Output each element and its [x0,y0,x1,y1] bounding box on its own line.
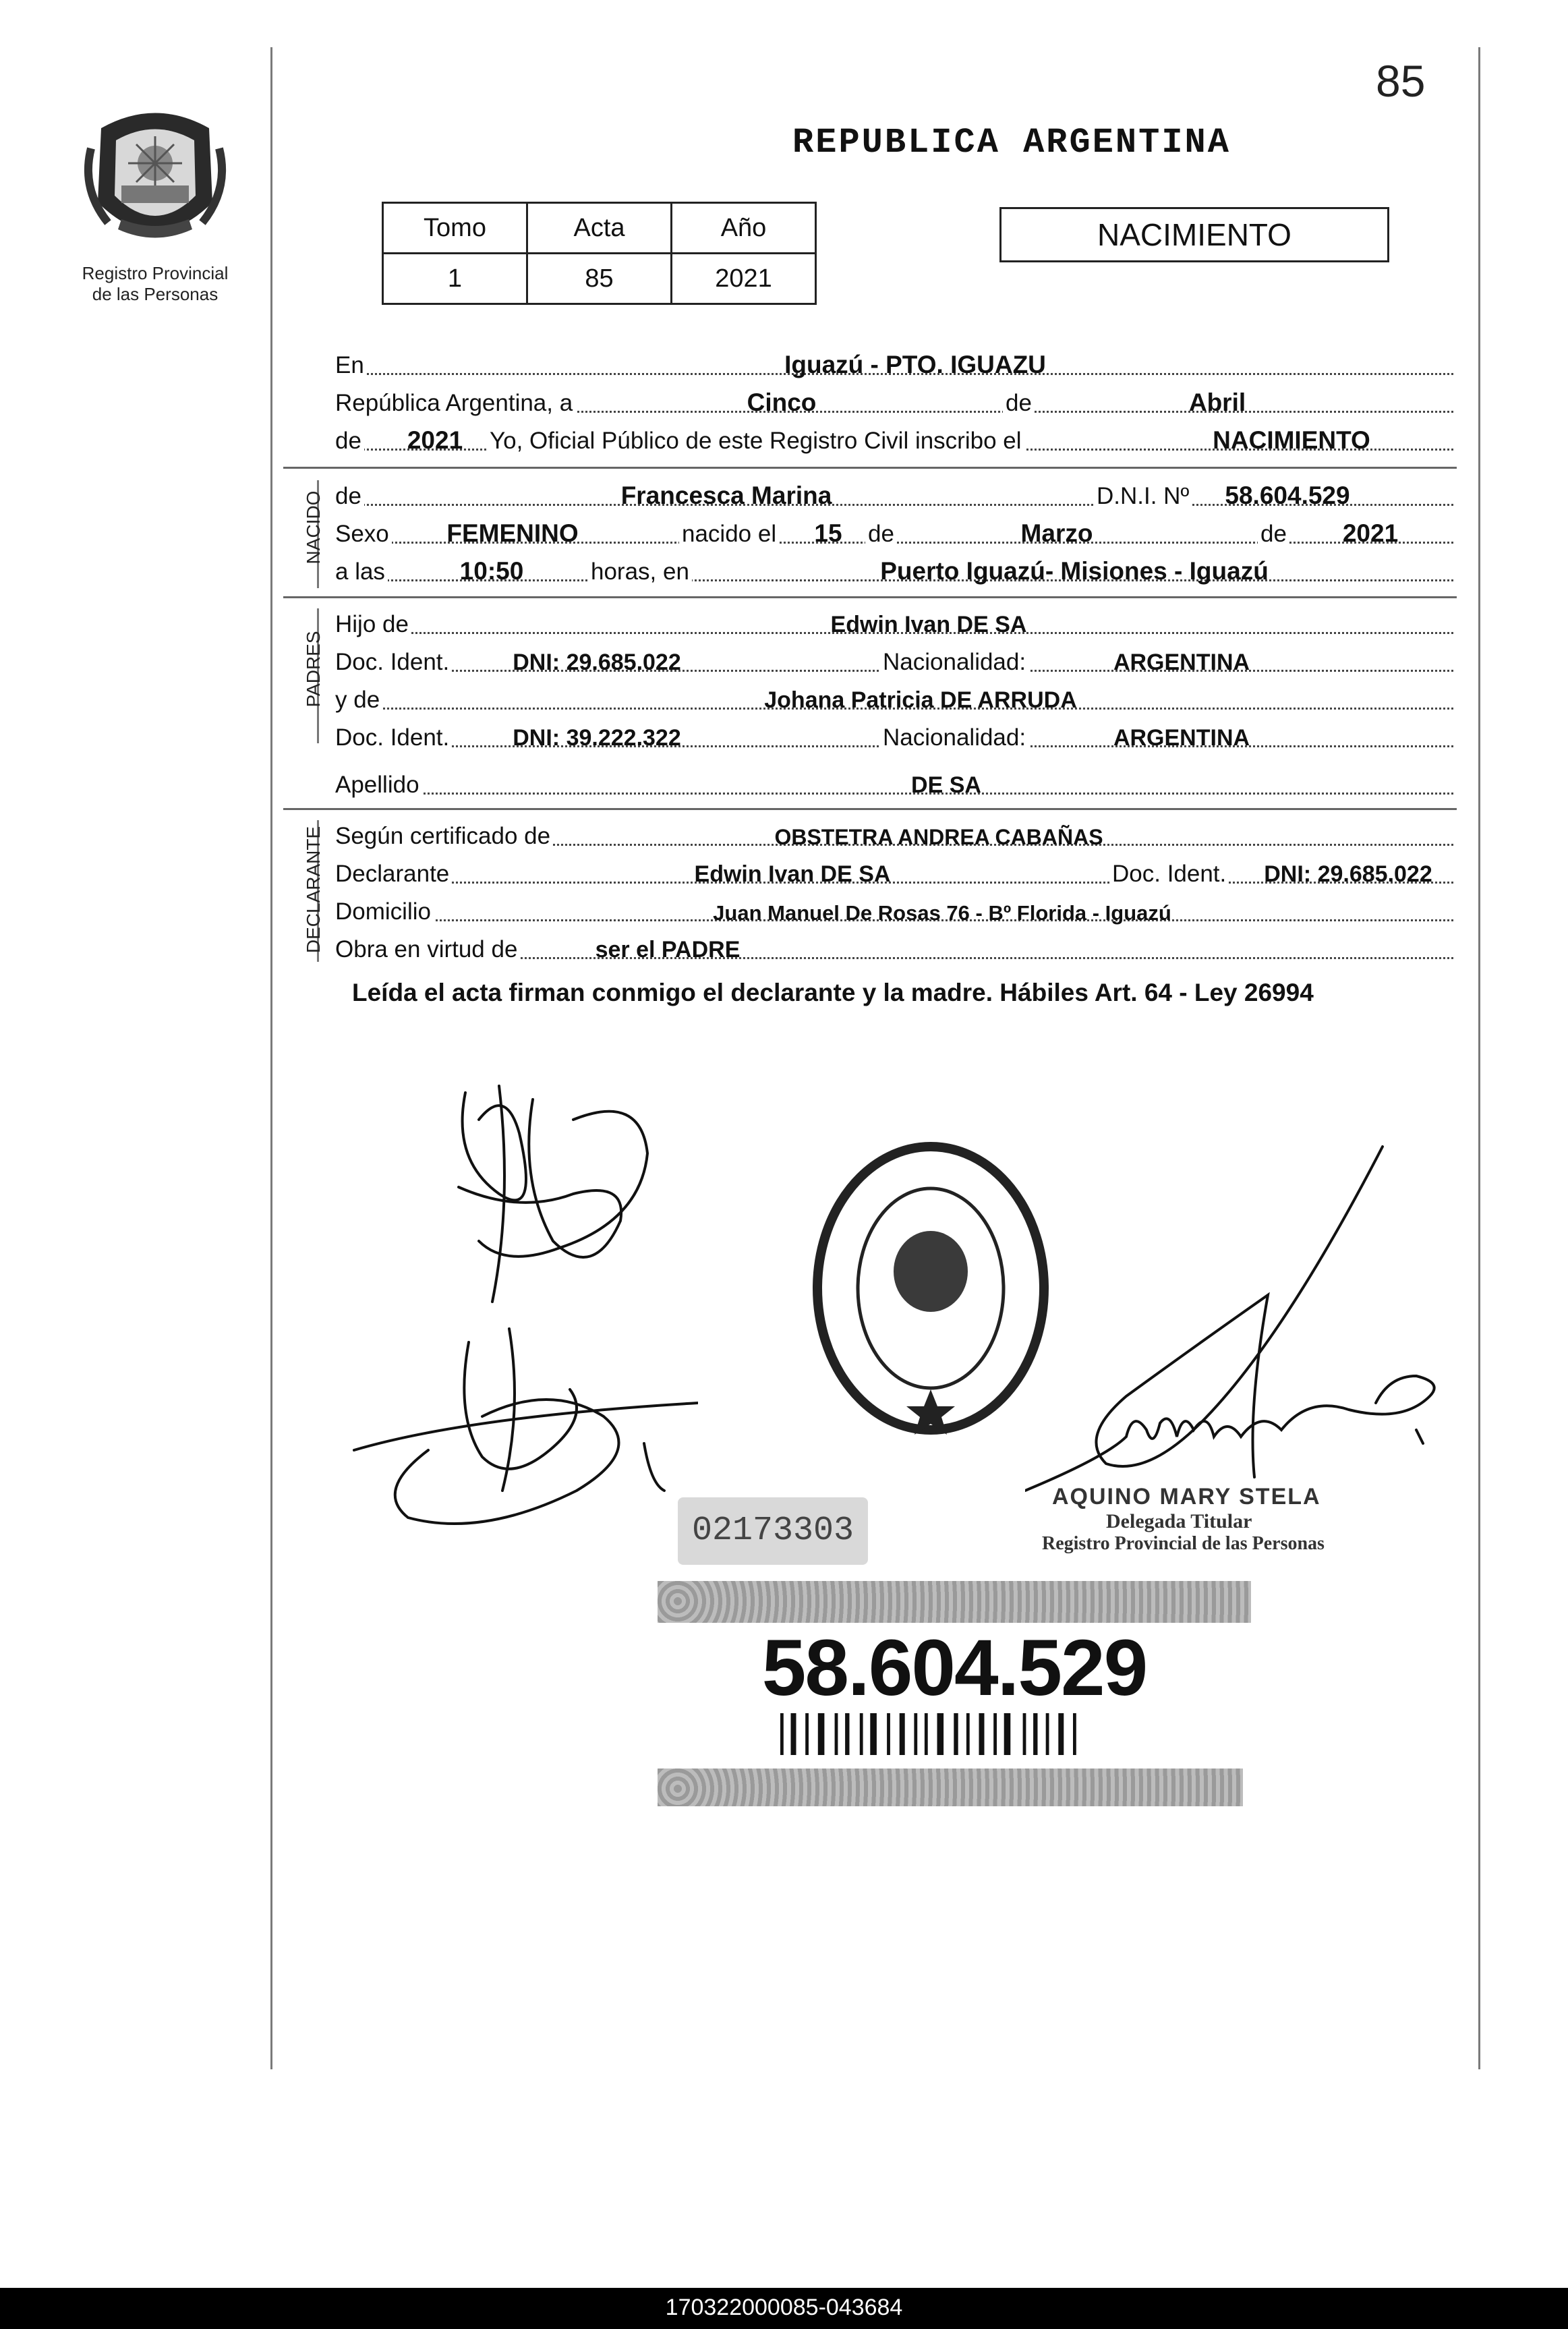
section-separator [283,596,1457,598]
value-anio: 2021 [672,254,816,304]
barcode-bar [860,1713,863,1755]
official-name: AQUINO MARY STELA [1052,1484,1321,1509]
label-nacido-mes: de [865,521,897,548]
section-label-declarante: DECLARANTE [303,826,324,954]
dni-sticker-number: 58.604.529 [761,1623,1147,1713]
value-mes: Abril [1188,389,1246,416]
barcode-bar [979,1713,985,1755]
label-sexo: Sexo [335,521,392,548]
label-domicilio: Domicilio [335,898,434,925]
label-nacido-anio: de [1258,521,1289,548]
value-anio: 2021 [407,426,463,454]
registry-logo [81,101,229,260]
row-doc-madre [335,722,1453,751]
barcode-bar [1023,1713,1026,1755]
dotted-line [335,793,1453,795]
label-hora: a las [335,558,388,585]
barcode-bar [870,1713,877,1755]
barcode-bar [780,1713,784,1755]
barcode-bar [937,1713,944,1755]
barcode-bar [1004,1713,1011,1755]
seal-text [803,1133,1059,1443]
value-domicilio: Juan Manuel De Rosas 76 - Bº Florida - Iguazú [713,901,1171,925]
security-band-top [658,1581,1251,1623]
declarant-signature-icon [438,1079,695,1329]
section-separator [283,467,1457,469]
label-nac-padre: Nacionalidad: [880,649,1028,676]
row-hijo-de [335,608,1453,638]
document-title: REPUBLICA ARGENTINA [792,123,1231,163]
official-signature-icon [1025,1140,1443,1518]
label-oficial: Yo, Oficial Público de este Registro Civil inscribo el [487,428,1024,455]
value-dni: 58.604.529 [1225,482,1350,509]
label-hijo-de: Hijo de [335,611,411,638]
value-acta: 85 [527,254,672,304]
value-obra: ser el PADRE [595,937,741,962]
label-nac-madre: Nacionalidad: [880,724,1028,751]
value-doc-declarante: DNI: 29.685.022 [1264,861,1432,887]
value-doc-madre: DNI: 39.222.322 [513,725,681,751]
section-label-nacido: NACIDO [303,490,324,565]
label-mes: de [1003,390,1035,417]
label-republica: República Argentina, a [335,390,575,417]
row-obra [335,933,1453,963]
serial-number-label: 02173303 [678,1497,868,1565]
value-lugar-acta: Iguazú - PTO. IGUAZU [784,351,1046,378]
header-tomo: Tomo [383,203,527,254]
row-certificado [335,820,1453,850]
label-doc-padre: Doc. Ident. [335,649,452,676]
official-stamp [1039,1484,1416,1555]
right-margin-line [1478,47,1480,2069]
row-apellido [335,769,1453,799]
row-y-de [335,684,1453,714]
barcode-bar [1073,1713,1076,1755]
barcode-bar [1033,1713,1037,1755]
registry-name-line1: Registro Provincial [82,263,229,283]
label-declarante: Declarante [335,861,452,888]
mother-signature-icon [347,1315,698,1545]
registry-name [61,263,250,305]
barcode-bar [993,1713,997,1755]
section-separator [283,808,1457,810]
value-padre: Edwin Ivan DE SA [830,612,1027,637]
row-sexo [335,518,1453,548]
section-label-padres: PADRES [303,631,324,708]
value-sexo: FEMENINO [446,519,579,547]
barcode-bar [900,1713,905,1755]
page-number: 85 [1376,56,1426,106]
value-inscribe: NACIMIENTO [1213,426,1370,454]
value-apellido: DE SA [911,772,981,798]
barcode-bar [966,1713,970,1755]
label-en: En [335,352,367,379]
official-org: Registro Provincial de las Personas [1042,1533,1325,1554]
value-nacido-anio: 2021 [1342,519,1399,547]
barcode-bar [925,1713,928,1755]
label-nacido-el: nacido el [679,521,779,548]
row-domicilio [335,896,1453,925]
row-en [335,349,1453,379]
record-table-value-row [383,254,816,304]
closing-note: Leída el acta firman conmigo el declarante y la madre. Hábiles Art. 64 - Ley 26994 [352,979,1314,1006]
barcode-bar [914,1713,917,1755]
misiones-emblem-icon [81,101,229,256]
value-certificado: OBSTETRA ANDREA CABAÑAS [774,825,1103,849]
value-nacido-mes: Marzo [1020,519,1093,547]
registry-name-line2: de las Personas [92,284,219,304]
value-lugar: Puerto Iguazú- Misiones - Iguazú [880,557,1269,585]
label-certificado: Según certificado de [335,823,553,850]
value-dia: Cinco [747,389,817,416]
barcode-bar [1058,1713,1064,1755]
value-hora: 10:50 [459,557,524,585]
row-declarante [335,858,1453,888]
label-anio: de [335,428,364,455]
seal-inner-text [803,1133,808,1134]
official-role: Delegada Titular [1106,1510,1252,1532]
row-anio [335,425,1453,455]
value-madre: Johana Patricia DE ARRUDA [764,687,1077,713]
record-table-header-row [383,203,816,254]
row-nombre [335,480,1453,510]
row-hora [335,556,1453,585]
footer-code: 170322000085-043684 [665,2295,903,2320]
label-doc-declarante: Doc. Ident. [1109,861,1229,888]
barcode-icon [780,1713,1101,1755]
barcode-bar [805,1713,809,1755]
label-y-de: y de [335,687,382,714]
barcode-bar [791,1713,796,1755]
barcode-bar [845,1713,849,1755]
value-declarante: Edwin Ivan DE SA [694,861,891,887]
label-lugar: horas, en [588,558,692,585]
label-doc-madre: Doc. Ident. [335,724,452,751]
row-doc-padre [335,646,1453,676]
label-nombre: de [335,483,364,510]
value-nacido-dia: 15 [814,519,842,547]
header-acta: Acta [527,203,672,254]
barcode-bar [835,1713,838,1755]
record-table [382,202,817,305]
value-doc-padre: DNI: 29.685.022 [513,650,681,675]
value-nac-madre: ARGENTINA [1113,725,1250,751]
barcode-bar [1046,1713,1049,1755]
record-type-box: NACIMIENTO [999,207,1389,262]
label-dni: D.N.I. Nº [1094,483,1192,510]
security-band-bottom [658,1769,1243,1806]
barcode-bar [954,1713,958,1755]
header-anio: Año [672,203,816,254]
value-nac-padre: ARGENTINA [1113,650,1250,675]
value-nombre: Francesca Marina [620,482,832,509]
barcode-bar [887,1713,890,1755]
barcode-bar [818,1713,825,1755]
value-tomo: 1 [383,254,527,304]
label-apellido: Apellido [335,772,422,799]
row-republica [335,387,1453,417]
label-obra: Obra en virtud de [335,936,520,963]
left-margin-line [270,47,272,2069]
